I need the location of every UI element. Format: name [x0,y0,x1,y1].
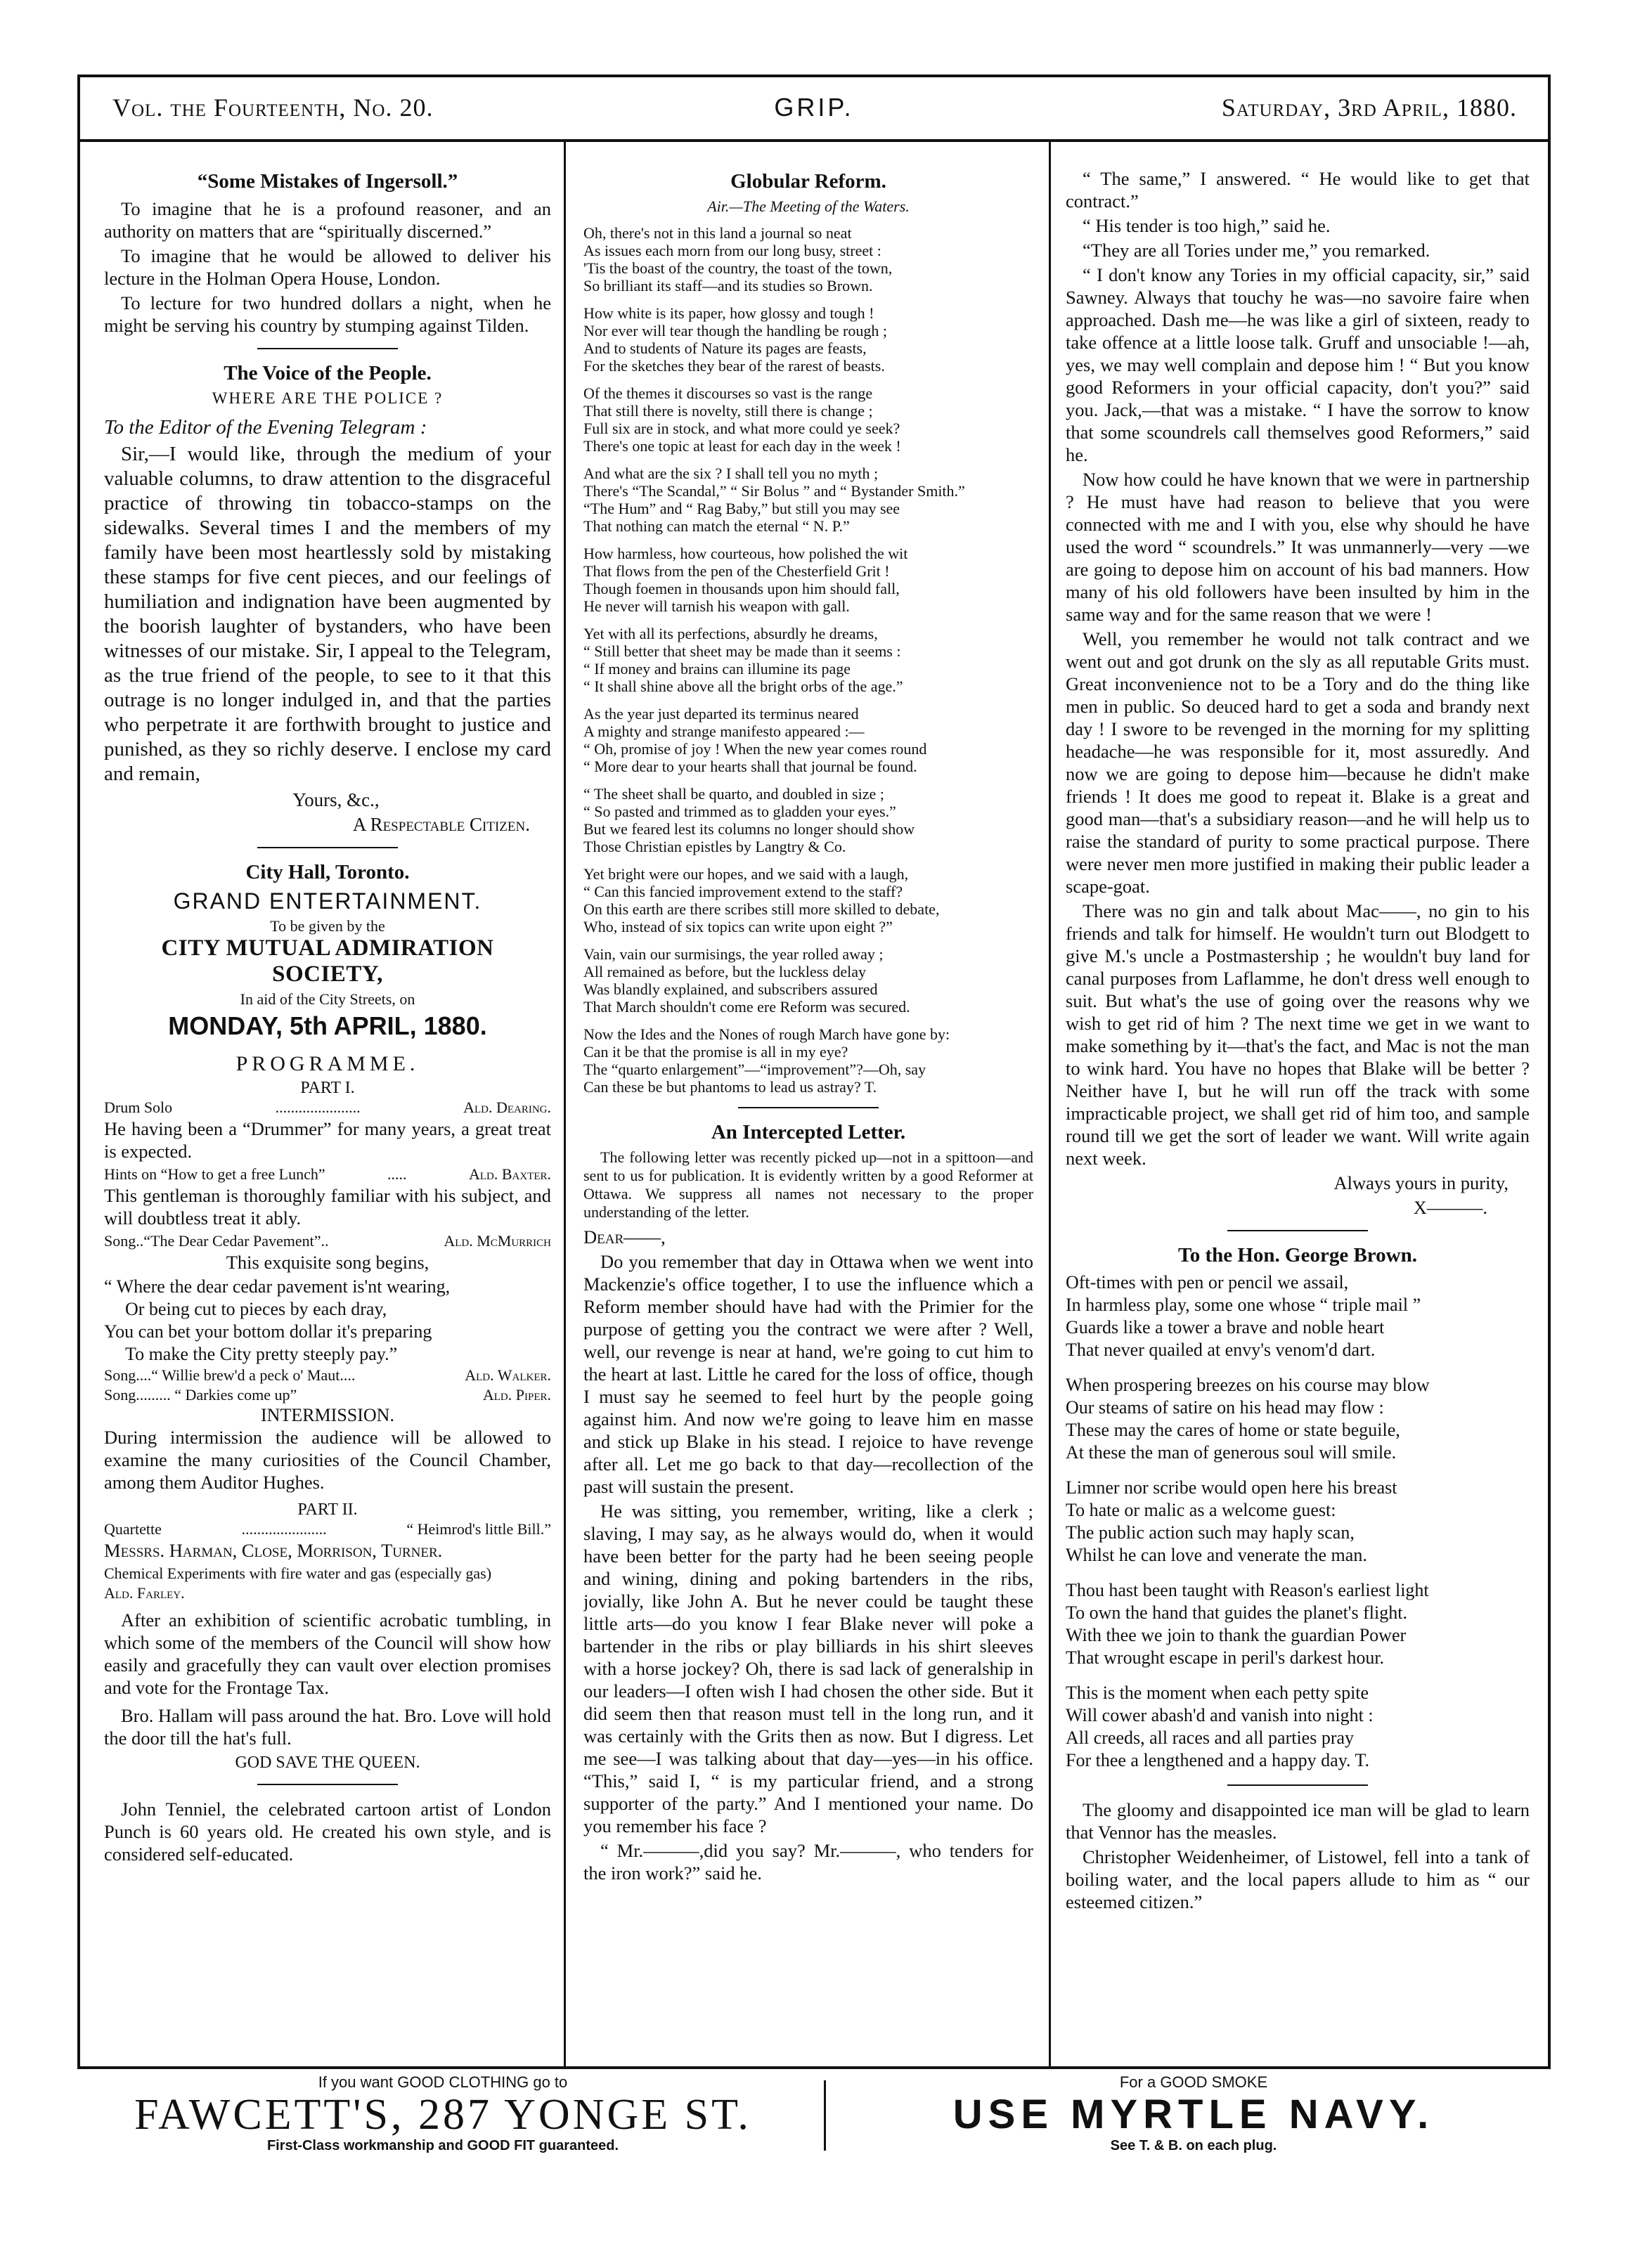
intermission-text: During intermission the audience will be allowed to examine the many curiosities of the Council Chamber, among them Auditor Hughes. [104,1427,551,1493]
paragraph: “ The same,” I answered. “ He would like to get that contract.” [1066,168,1530,212]
poem-line: Nor ever will tear though the handling be rough ; [583,322,887,339]
poem-line: All remained as before, but the luckless delay [583,963,866,980]
weidenheimer-note: Christopher Weidenheimer, of Listowel, fell into a tank of boiling water, and the local papers allude to him as “ our esteemed citizen.” [1066,1846,1530,1912]
poem-line: And to students of Nature its pages are feasts, [583,339,867,357]
poem-line: For thee a lengthened and a happy day. T. [1066,1750,1369,1770]
poem-line: That March shouldn't come ere Reform was secured. [583,998,910,1016]
column-1 [104,167,551,2058]
article-title-ingersoll: “Some Mistakes of Ingersoll.” [197,170,458,193]
tenniel-note: John Tenniel, the celebrated cartoon artist of London Punch is 60 years old. He created his own style, and is considered self-educated. [104,1799,551,1865]
column-rule-1 [564,142,566,2069]
poem-line: Limner nor scribe would open here his breast [1066,1477,1397,1498]
poem-line: That nothing can match the eternal “ N. P.” [583,517,850,535]
footer-divider [824,2080,826,2151]
paragraph: “ His tender is too high,” said he. [1083,215,1331,236]
poem-line: “ More dear to your hearts shall that journal be found. [583,758,917,775]
ad-tagline: For a GOOD SMOKE [1119,2073,1268,2091]
poem-line: He never will tarnish his weapon with gall. [583,597,850,615]
letter-body: Sir,—I would like, through the medium of your valuable columns, to draw attention to the disgraceful practice of throwing tin tobacco-stamps on the sidewalks. Several times I and the members of my family have been most heartlessly sold by mistaking these stamps for five cent pieces, and our feelings of humiliation and indignation have been augmented by the boorish laughter of bystanders, who have been witnesses of our mistake. Sir, I appeal to the Telegram, as the true friend of the people, to see to it that this outrage is no longer indulged in, and that the parties who perpetrate it are forthwith brought to justice and punished, as they so richly deserve. I enclose my card and remain, [104,443,551,785]
part-heading: PART I. [300,1079,355,1097]
poem-line: “ It shall shine above all the bright orbs of the age.” [583,678,903,695]
event-date: MONDAY, 5th APRIL, 1880. [168,1011,487,1040]
poem-line: That flows from the pen of the Chesterfield Grit ! [583,562,890,580]
poem-line: To own the hand that guides the planet's flight. [1066,1602,1407,1623]
poem-line: Yet bright were our hopes, and we said with a laugh, [583,865,909,883]
poem-line: Can these be but phantoms to lead us astray? T. [583,1078,877,1096]
article-title-brown: To the Hon. George Brown. [1178,1244,1417,1266]
poem-line: How harmless, how courteous, how polished the wit [583,545,908,562]
issue-date: Saturday, 3rd April, 1880. [1221,93,1517,122]
poem-stanza [583,1025,1033,1096]
poem-line: “The Hum” and “ Rag Baby,” but still you may see [583,500,900,517]
salutation: To the Editor of the Evening Telegram : [104,416,427,439]
given-by: To be given by the [270,917,385,935]
poem-line: In harmless play, some one whose “ triple mail ” [1066,1295,1421,1315]
poem-line: That still there is novelty, still there is change ; [583,402,873,420]
poem-line: Guards like a tower a brave and noble heart [1066,1317,1385,1337]
poem-line: The “quarto enlargement”—“improvement”?—Oh, say [583,1061,926,1078]
poem-stanza [583,625,1033,695]
poem-line: Who, instead of six topics can write upon eight ?” [583,918,893,935]
poem-line: Whilst he can love and venerate the man. [1066,1545,1367,1565]
paragraph: Do you remember that day in Ottawa when we went into Mackenzie's office together, I to use the influence which a Reform member should have had with the Primier for the purpose of getting you the contract we were after ? Well, well, our revenge is near at hand, we're going to cut him to the heart at last. Little he cared for the loss of office, though I must say he seemed to feel hurt by the people going against him. And now we're going to leave him en masse and stick up Blake in his stead. I rejoice to have revenge after all. Let me go back to that day—recollection of the past will sustain the present. [583,1251,1033,1497]
ad-tagline: If you want GOOD CLOTHING go to [318,2073,568,2091]
programme-item: Song..“The Dear Cedar Pavement”.. Ald. McMurrich [104,1232,551,1250]
part-heading: PART II. [297,1501,358,1519]
programme-note: This gentleman is thoroughly familiar with his subject, and will doubtless treat it ably. [104,1185,551,1229]
poem-line: Yet with all its perfections, absurdly he dreams, [583,625,878,642]
column-2 [583,167,1033,2058]
poem-stanza [583,384,1033,455]
ad-subline: See T. & B. on each plug. [1110,2138,1277,2153]
closing: Yours, &c., [292,789,380,810]
in-aid: In aid of the City Streets, on [240,990,415,1008]
poem-line: But we feared lest its columns no longer should show [583,820,915,838]
poem-line: “ Oh, promise of joy ! When the new year comes round [583,740,927,758]
paragraph: To lecture for two hundred dollars a night, when he might be serving his country by stumping against Tilden. [104,292,551,336]
article-title-voice: The Voice of the People. [224,362,432,384]
paragraph: Bro. Hallam will pass around the hat. Bro. Love will hold the door till the hat's full. [104,1705,551,1749]
poem-stanza [1066,1271,1530,1361]
poem-line: That never quailed at envy's venom'd dart. [1066,1340,1376,1360]
article-title-globular: Globular Reform. [730,170,886,193]
ad-headline: FAWCETT'S, 287 YONGE ST. [134,2091,751,2139]
poem-stanza [583,945,1033,1016]
poem-line: As the year just departed its terminus neared [583,705,859,722]
poem-line: “ Still better that sheet may be made than it seems : [583,642,901,660]
poem-stanza [1066,1477,1530,1567]
masthead [80,77,1548,142]
poem-line: Thou hast been taught with Reason's earliest light [1066,1580,1429,1600]
paragraph: To imagine that he is a profound reasoner, and an authority on matters that are “spiritually discerned.” [104,198,551,242]
poem-line: For the sketches they bear of the rarest of beasts. [583,357,885,375]
programme-item: Hints on “How to get a free Lunch” ..... Ald. Baxter. [104,1165,551,1183]
divider [257,847,398,848]
god-save-the-queen: GOD SAVE THE QUEEN. [235,1754,420,1772]
poem-line: How white is its paper, how glossy and tough ! [583,304,874,322]
poem-stanza [583,865,1033,935]
poem-line: All creeds, all races and all parties pray [1066,1728,1355,1748]
letter-greeting: Dear——, [583,1226,666,1248]
poem-line: There's one topic at least for each day in the week ! [583,437,901,455]
paragraph: After an exhibition of scientific acrobatic tumbling, in which some of the members of the Council will show how easily and gracefully they can vault over election promises and vote for the Frontage Tax. [104,1609,551,1698]
paragraph: There was no gin and talk about Mac——, no gin to his friends and talk for himself. He wouldn't turn out Blodgett to give M.'s uncle a Postmastership ; he wouldn't buy land for canal purposes from Laflamme, he don't dress well enough to suit. But what's the use of going over the reasons why we wish to get rid of him ? The next time we get in we want to make something by it—that's the fact, and Mac is not the man to wink hard. You have no hopes that Blake will be better ? Neither have I, but he will run off the track with some impracticable project, we shall get rid of him too, and sample round till we get the sort of leader we want. Will write again next week. [1066,900,1530,1169]
ad-subline: First-Class workmanship and GOOD FIT guaranteed. [266,2138,619,2153]
poem-line: With thee we join to thank the guardian Power [1066,1625,1407,1645]
poem-line: Though foemen in thousands upon him should fall, [583,580,900,597]
letter-closing: Always yours in purity, [1333,1172,1509,1193]
poem-line: As issues each morn from our long busy, street : [583,242,881,259]
article-title-cityhall: City Hall, Toronto. [245,861,410,883]
poem-line: The public action such may haply scan, [1066,1522,1355,1543]
poem-line: Our steams of satire on his head may flow : [1066,1397,1384,1418]
divider [738,1107,879,1108]
poem-line: These may the cares of home or state beguile, [1066,1420,1400,1440]
poem-air: Air.—The Meeting of the Waters. [707,197,910,215]
paragraph: To imagine that he would be allowed to deliver his lecture in the Holman Opera House, London. [104,245,551,289]
poem-line: Of the themes it discourses so vast is the range [583,384,873,402]
poem-stanza [583,465,1033,535]
poem-stanza [583,224,1033,294]
poem-line: So brilliant its staff—and its studies so Brown. [583,277,873,294]
poem-line: “ So pasted and trimmed as to gladden your eyes.” [583,803,896,820]
programme-item: Quartette ...................... “ Heimrod's little Bill.” [104,1520,551,1538]
column-3 [1066,167,1530,2058]
letter-intro: The following letter was recently picked up—not in a spittoon—and sent to us for publication. It is evidently written by a good Reformer at Ottawa. We suppress all names not necessary to the proper understanding of the letter. [583,1148,1033,1221]
publication-title: GRIP. [774,93,854,122]
paragraph: “They are all Tories under me,” you remarked. [1083,240,1430,261]
paragraph: “ Mr.———,did you say? Mr.———, who tenders for the iron work?” said he. [583,1840,1033,1884]
poem-line: 'Tis the boast of the country, the toast of the town, [583,259,893,277]
poem-line: A mighty and strange manifesto appeared :— [583,722,865,740]
paragraph: He was sitting, you remember, writing, like a clerk ; slaving, I may say, as he always would do, when it would have been better for the party had he been seeing people and wining, dining and poking bartenders in the ribs, jovially, like John A. But he never could be taught these little arts—do you know I fear Blake never will poke a bartender in the ribs or play billiards in his shirt sleeves with a horse jockey? Oh, there is sad lack of generalship in our leaders—I often wish I had chosen the other side. But it did seem then that reason must tell in the long run, and it was certainly with the Grits then as now. But I digress. Let me see—I was talking about that day—yes—in his office. “This,” said I, “ is my particular friend, and a strong supporter of the party.” And I mentioned your name. Do you remember his face ? [583,1501,1033,1836]
poem-stanza [1066,1374,1530,1464]
poem-line: On this earth are there scribes still more skilled to debate, [583,900,940,918]
entertainment-heading: GRAND ENTERTAINMENT. [173,888,482,914]
advertisement-footer [77,2073,1551,2172]
myrtle-navy-ad [836,2073,1551,2154]
programme-item: Drum Solo ...................... Ald. Dearing. [104,1099,551,1116]
fawcett-ad [77,2073,808,2154]
poem-line: At these the man of generous soul will smile. [1066,1442,1397,1463]
poem-line: Oft-times with pen or pencil we assail, [1066,1272,1349,1292]
iceman-note: The gloomy and disappointed ice man will be glad to learn that Vennor has the measles. [1066,1799,1530,1843]
paragraph: Now how could he have known that we were in partnership ? He must have had reason to believe that you were connected with me and I with you, else why should he have used the word “ scoundrels.” It was unmannerly—very —we are going to depose him on account of his bad manners. How many of his old followers have been insulted by him in the same way and for the same reason that we were ! [1066,469,1530,625]
programme-note: This exquisite song begins, [226,1252,429,1273]
divider [1227,1230,1368,1231]
programme-heading: PROGRAMME. [235,1052,420,1075]
programme-item: Song......... “ Darkies come up” Ald. Piper. [104,1386,551,1404]
poem-line: “ If money and brains can illumine its page [583,660,851,678]
signature: A Respectable Citizen. [352,814,530,835]
poem-stanza [583,785,1033,855]
george-brown-poem [1066,1271,1530,1772]
poem-line: “ The sheet shall be quarto, and doubled in size ; [583,785,884,803]
divider [257,348,398,349]
poem-line: To hate or malic as a welcome guest: [1066,1500,1336,1520]
poem-stanza [1066,1579,1530,1669]
column-rule-2 [1049,142,1051,2069]
poem-line: When prospering breezes on his course may blow [1066,1375,1430,1395]
poem-line: Can it be that the promise is all in my eye? [583,1043,848,1061]
society-name: CITY MUTUAL ADMIRATION SOCIETY, [161,935,494,987]
intermission-heading: INTERMISSION. [261,1405,394,1425]
globular-reform-poem [583,224,1033,1096]
poem-line: Will cower abash'd and vanish into night : [1066,1705,1374,1725]
divider [1227,1784,1368,1786]
ad-headline: USE MYRTLE NAVY. [952,2092,1435,2137]
poem-line: Oh, there's not in this land a journal so neat [583,224,852,242]
programme-performers: Messrs. Harman, Close, Morrison, Turner. [104,1540,443,1561]
poem-line: Full six are in stock, and what more could ye seek? [583,420,900,437]
poem-stanza [583,705,1033,775]
programme-item: Song....“ Willie brew'd a peck o' Maut.... Ald. Walker. [104,1366,551,1384]
poem-line: Was blandly explained, and subscribers assured [583,980,878,998]
article-title-letter: An Intercepted Letter. [711,1121,906,1143]
divider [257,1784,398,1785]
poem-line: And what are the six ? I shall tell you no myth ; [583,465,879,482]
poem-stanza [583,545,1033,615]
song-lyrics: “ Where the dear cedar pavement is'nt wearing, Or being cut to pieces by each dray, You can bet your bottom dollar it's preparing To make the City pretty steeply pay.” [104,1276,451,1364]
volume-number: Vol. the Fourteenth, No. 20. [112,93,434,122]
page-frame [77,74,1551,2069]
poem-line: That wrought escape in peril's darkest hour. [1066,1647,1385,1668]
article-subtitle: WHERE ARE THE POLICE ? [212,389,444,407]
poem-line: There's “The Scandal,” “ Sir Bolus ” and “ Bystander Smith.” [583,482,965,500]
poem-line: Those Christian epistles by Langtry & Co. [583,838,846,855]
letter-signature: X———. [1413,1197,1487,1218]
poem-stanza [1066,1682,1530,1772]
paragraph: “ I don't know any Tories in my official capacity, sir,” said Sawney. Always that touchy he was—no savoire faire when approached. Dash me—he was like a girl of sixteen, ready to take offence at a little loose talk. Gruff and unsociable !—ah, yes, we may well complain and depose him ! “ But you know good Reformers in your official capacity, don't you?” said you. Jack,—that was a mistake. “ I have the sorrow to know that some scoundrels call themselves good Reformers,” said he. [1066,264,1530,465]
poem-stanza [583,304,1033,375]
programme-item: Chemical Experiments with fire water and gas (especially gas) Ald. Farley. [104,1564,492,1602]
poem-line: Vain, vain our surmisings, the year rolled away ; [583,945,884,963]
programme-note: He having been a “Drummer” for many years, a great treat is expected. [104,1118,551,1162]
paragraph: Well, you remember he would not talk contract and we went out and got drunk on the sly as all reputable Grits must. Great inconvenience not to be a Tory and do the thing like men in public. So deuced hard to get a soda and brandy next day ! I swore to be revenged in the morning for my splitting headache—he was responsible for it, most assuredly. And now we are going to depose him—because he didn't make friends ! It does me good to repeat it. Blake is a great and good man—that's a subsidiary reason—and he will help us to raise the standard of purity to some practical purpose. There were never men more justified in making their public leader a scape-goat. [1066,628,1530,897]
poem-line: This is the moment when each petty spite [1066,1683,1369,1703]
poem-line: “ Can this fancied improvement extend to the staff? [583,883,903,900]
poem-line: Now the Ides and the Nones of rough March have gone by: [583,1025,950,1043]
